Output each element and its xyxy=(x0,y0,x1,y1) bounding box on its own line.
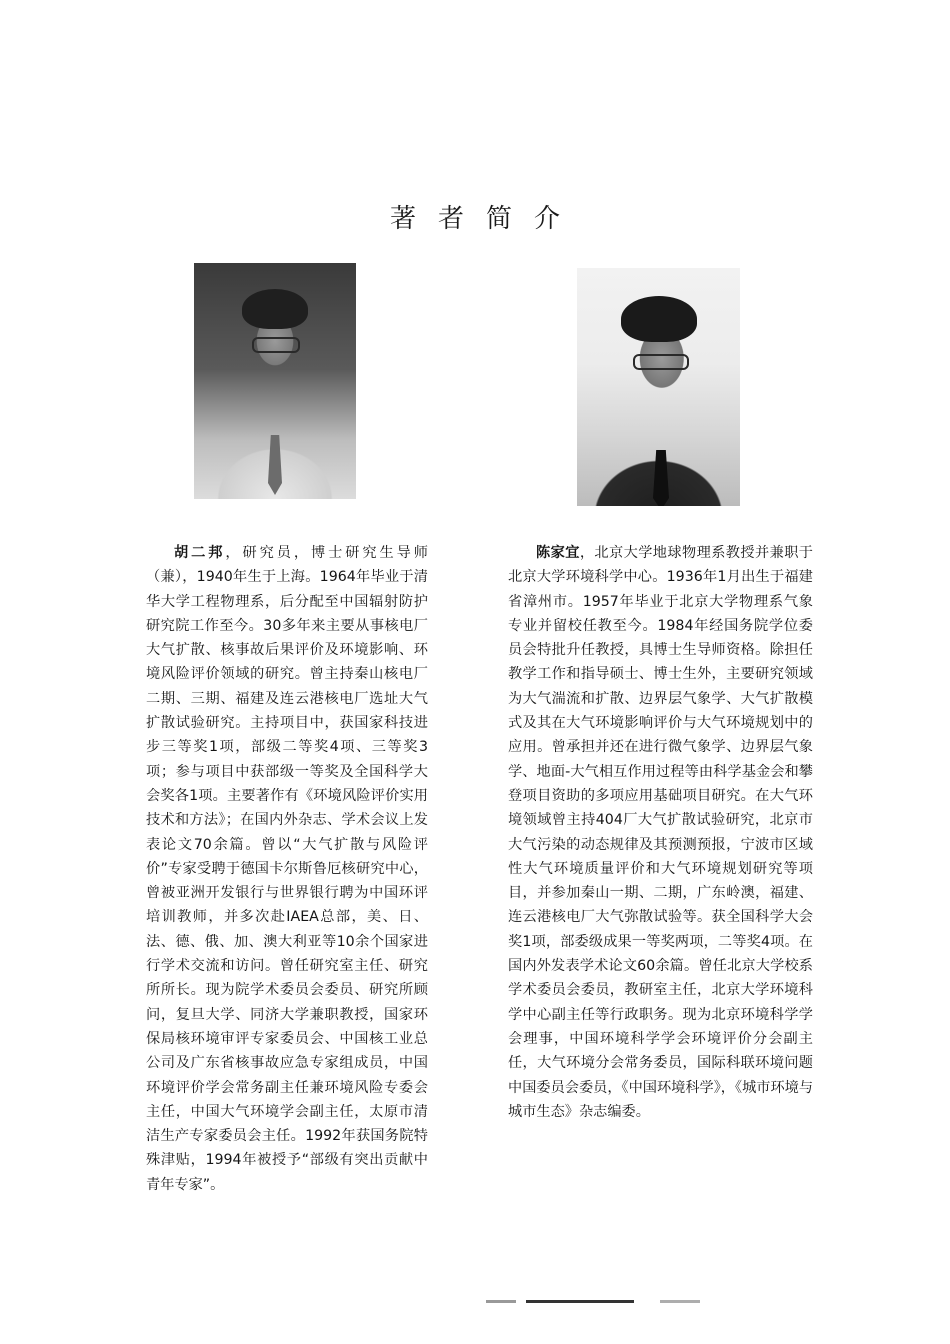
author-bio-left xyxy=(146,541,428,1197)
author-name: 胡二邦 xyxy=(174,545,226,561)
scan-artifact-line xyxy=(526,1300,634,1303)
scan-artifact-line xyxy=(660,1300,700,1303)
author-name: 陈家宜 xyxy=(536,545,580,561)
author-photo-chen-jiayi xyxy=(577,268,740,506)
page-title: 著者简介 xyxy=(389,204,582,234)
author-bio-right xyxy=(508,541,813,1124)
scan-artifact-line xyxy=(486,1300,516,1303)
author-bio-text: ，研究员，博士研究生导师（兼），1940年生于上海。1964年毕业于清华大学工程物理系，后分配至中国辐射防护研究院工作至今。30多年来主要从事核电厂大气扩散、核事故后果评价及环境影响、环境风险评价领域的研究。曾主持秦山核电厂二期、三期、福建及连云港核电厂选址大气扩散试验研究。主持项目中，获国家科技进步三等奖1项，部级二等奖4项、三等奖3项；参与项目中获部级一等奖及全国科学大会奖各1项。主要著作有《环境风险评价实用技术和方法》；在国内外杂志、学术会议上发表论文70余篇。曾以“大气扩散与风险评价”专家受聘于德国卡尔斯鲁厄核研究中心，曾被亚洲开发银行与世界银行聘为中国环评培训教师，并多次赴IAEA总部，美、日、法、德、俄、加、澳大利亚等10余个国家进行学术交流和访问。曾任研究室主任、研究所所长。现为院学术委员会委员、研究所顾问，复旦大学、同济大学兼职教授，国家环保局核环境审评专家委员会、中国核工业总公司及广东省核事故应急专家组成员，中国环境评价学会常务副主任兼环境风险专委会主任，中国大气环境学会副主任，太原市清洁生产专家委员会主任。1992年获国务院特殊津贴，1994年被授予“部级有突出贡献中青年专家”。 xyxy=(146,545,428,1193)
author-photo-hu-erbang xyxy=(194,263,356,499)
author-bio-text: ，北京大学地球物理系教授并兼职于北京大学环境科学中心。1936年1月出生于福建省漳州市。1957年毕业于北京大学物理系气象专业并留校任教至今。1984年经国务院学位委员会特批升任教授，具博士生导师资格。除担任教学工作和指导硕士、博士生外，主要研究领域为大气湍流和扩散、边界层气象学、大气扩散模式及其在大气环境影响评价与大气环境规划中的应用。曾承担并还在进行微气象学、边界层气象学、地面-大气相互作用过程等由科学基金会和攀登项目资助的多项应用基础项目研究。在大气环境领域曾主持404厂大气扩散试验研究，北京市大气污染的动态规律及其预测预报，宁波市区域性大气环境质量评价和大气环境规划研究等项目，并参加秦山一期、二期，广东岭澳，福建、连云港核电厂大气弥散试验等。获全国科学大会奖1项，部委级成果一等奖两项，二等奖4项。在国内外发表学术论文60余篇。曾任北京大学校系学术委员会委员，教研室主任，北京大学环境科学中心副主任等行政职务。现为北京环境科学学会理事，中国环境科学学会环境评价分会副主任，大气环境分会常务委员，国际科联环境问题中国委员会委员，《中国环境科学》，《城市环境与城市生态》杂志编委。 xyxy=(508,545,814,1120)
